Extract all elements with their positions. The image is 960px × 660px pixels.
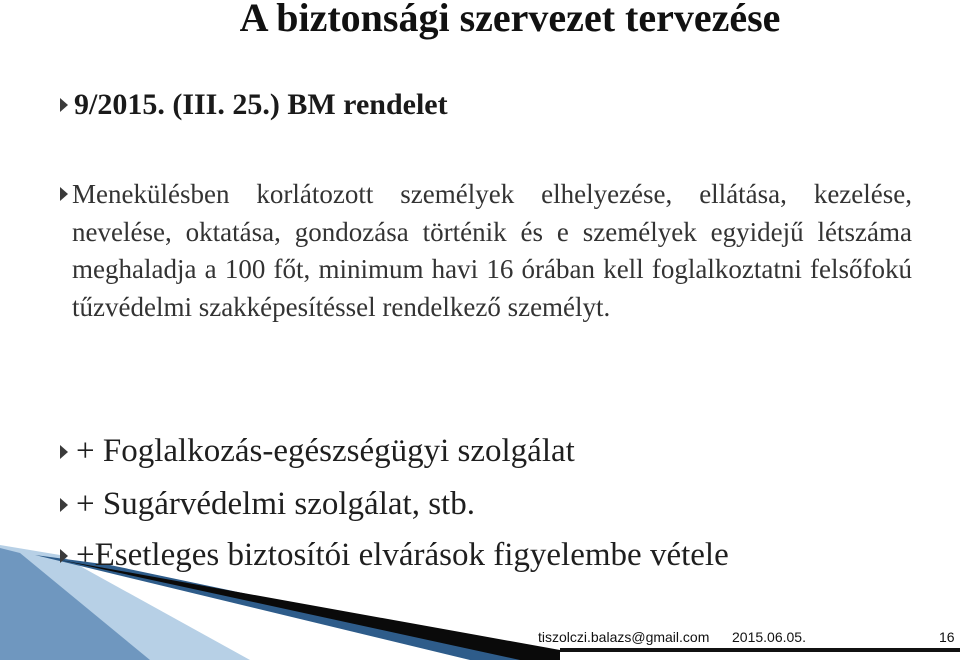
footer-page-number: 16 (939, 629, 955, 645)
triangle-bullet-icon (60, 445, 68, 459)
triangle-bullet-icon (60, 98, 68, 112)
triangle-bullet-icon (60, 549, 68, 563)
bullet-occupational-health (60, 431, 575, 471)
bullet-insurer-expectations-text: +Esetleges biztosítói elvárások figyelembe vétele (76, 537, 729, 573)
bullet-radiation-protection-text: + Sugárvédelmi szolgálat, stb. (76, 486, 475, 522)
bullet-regulation-text: 9/2015. (III. 25.) BM rendelet (74, 88, 448, 121)
bullet-requirement-text: Menekülésben korlátozott személyek elhelyezése, ellátása, kezelése, nevelése, oktatása, gondozása történik és e személyek egyidejű létszáma meghaladja a 100 főt, minimum havi 16 órában kell foglalkoztatni felsőfokú tűzvédelmi szakképesítéssel rendelkező személyt. (72, 179, 912, 322)
bullet-insurer-expectations (60, 535, 729, 575)
bullet-requirement (60, 176, 912, 326)
bullet-regulation (60, 86, 448, 124)
triangle-bullet-icon (60, 498, 68, 512)
triangle-bullet-icon (60, 187, 68, 201)
footer-date: 2015.06.05. (732, 629, 806, 645)
footer-email: tiszolczi.balazs@gmail.com (538, 629, 710, 645)
slide-title: A biztonsági szervezet tervezése (239, 0, 781, 40)
bullet-radiation-protection (60, 484, 475, 524)
bullet-occupational-health-text: + Foglalkozás-egészségügyi szolgálat (76, 433, 575, 469)
